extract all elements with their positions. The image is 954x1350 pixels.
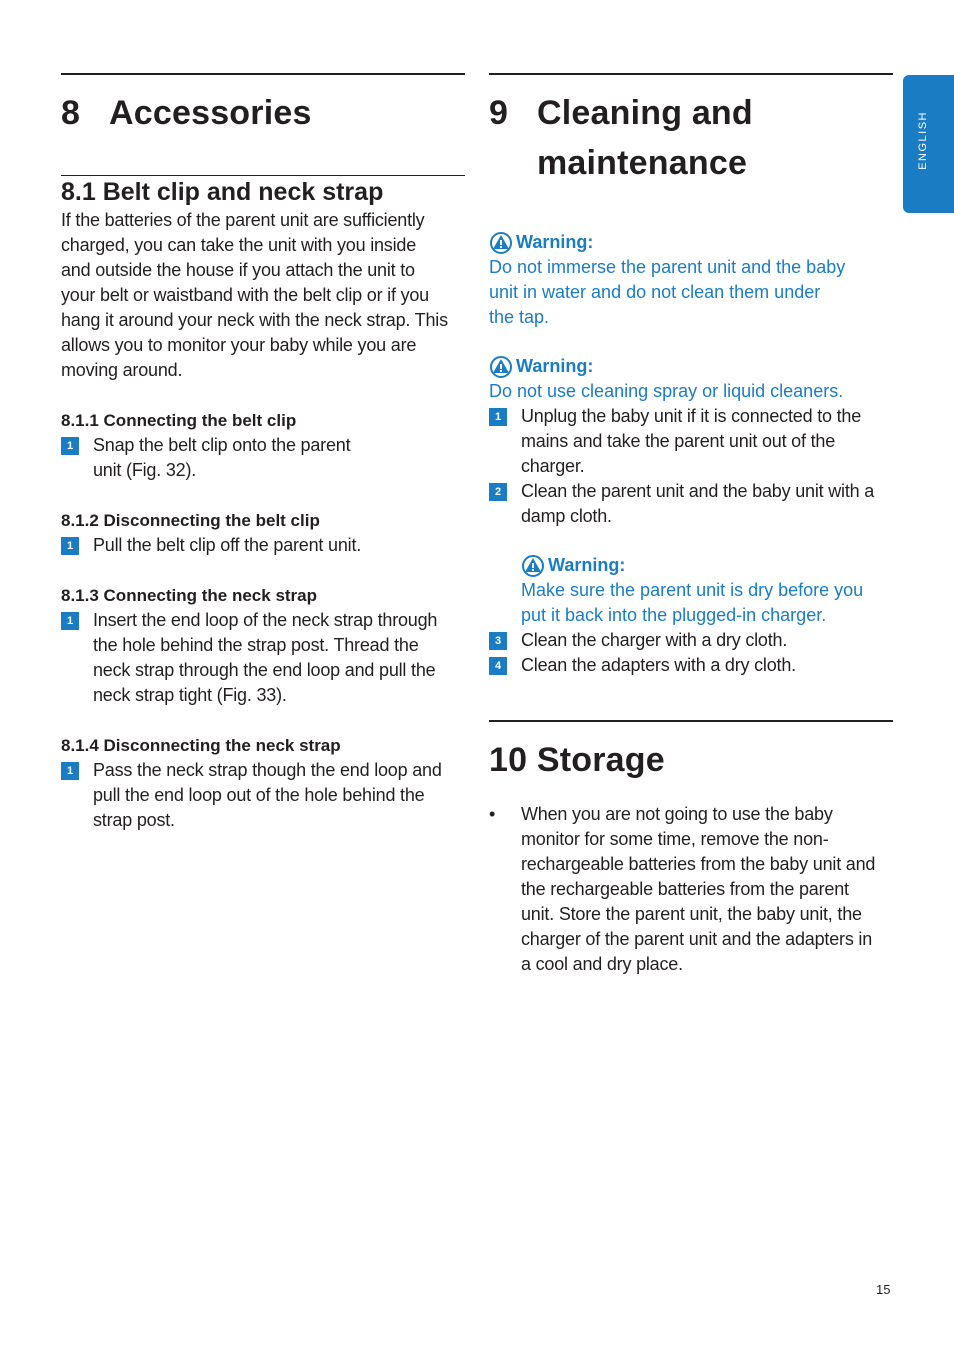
warning-title [489, 354, 893, 379]
warning-line: Do not use cleaning spray or liquid cleaners. [489, 381, 844, 401]
right-column [489, 73, 893, 977]
step-line: charger. [521, 456, 585, 476]
step-item [61, 433, 465, 483]
bullet-line: rechargeable batteries from the baby unit and [521, 854, 876, 874]
chapter-heading-accessories [61, 88, 465, 138]
step-item [61, 608, 465, 708]
warning-line: put it back into the plugged-in charger. [521, 605, 827, 625]
step-line: neck strap through the end loop and pull the [93, 660, 436, 680]
bullet-marker: • [489, 804, 496, 824]
chapter-number: 8 [61, 94, 81, 132]
bullet-item [489, 802, 893, 977]
bullet-line: unit. Store the parent unit, the baby unit, the [521, 904, 862, 924]
chapter-title: 10 Storage [489, 741, 665, 779]
left-column [61, 73, 465, 833]
step-number-badge: 4 [489, 657, 507, 675]
warning-icon [489, 232, 513, 254]
section-intro [61, 208, 465, 383]
step-item [489, 479, 893, 529]
warning-line: Do not immerse the parent unit and the baby [489, 257, 846, 277]
chapter-number: 9 [489, 94, 509, 132]
step-line: neck strap tight (Fig. 33). [93, 685, 287, 705]
subsection-title: 8.1.4 Disconnecting the neck strap [61, 736, 341, 755]
warning-text [489, 255, 893, 330]
intro-line: allows you to monitor your baby while you are [61, 335, 417, 355]
step-line: Clean the adapters with a dry cloth. [521, 655, 796, 675]
step-line: Insert the end loop of the neck strap through [93, 610, 438, 630]
warning-line: the tap. [489, 307, 550, 327]
warning-label: Warning: [516, 232, 594, 252]
step-text [93, 433, 350, 483]
warning-block [489, 354, 893, 404]
bullet-line: charger of the parent unit and the adapters in [521, 929, 873, 949]
warning-block [489, 230, 893, 330]
intro-line: hang it around your neck with the neck strap. This [61, 310, 448, 330]
language-tab-label: ENGLISH [917, 111, 929, 170]
intro-line: and outside the house if you attach the unit to [61, 260, 415, 280]
step-number-badge: 1 [61, 437, 79, 455]
step-line: mains and take the parent unit out of the [521, 431, 836, 451]
step-item [489, 404, 893, 479]
warning-line: unit in water and do not clean them under [489, 282, 821, 302]
step-text [93, 533, 361, 558]
bullet-line: monitor for some time, remove the non- [521, 829, 829, 849]
intro-line: If the batteries of the parent unit are sufficiently [61, 210, 425, 230]
step-line: the hole behind the strap post. Thread the [93, 635, 419, 655]
step-text [521, 628, 787, 653]
step-item [61, 533, 465, 558]
warning-title [489, 230, 893, 255]
intro-line: your belt or waistband with the belt clip or if you [61, 285, 429, 305]
language-tab [903, 75, 954, 213]
step-number-badge: 1 [61, 762, 79, 780]
warning-title [521, 553, 893, 578]
heading-rule [489, 73, 893, 75]
warning-label: Warning: [516, 356, 594, 376]
step-line: unit (Fig. 32). [93, 460, 197, 480]
step-line: Pull the belt clip off the parent unit. [93, 535, 362, 555]
heading-rule [61, 73, 465, 75]
step-number-badge: 2 [489, 483, 507, 501]
step-text [521, 653, 796, 678]
chapter-heading-cleaning [489, 88, 893, 188]
step-item [489, 653, 893, 678]
step-line: strap post. [93, 810, 175, 830]
warning-text [521, 578, 893, 628]
bullet-line: a cool and dry place. [521, 954, 683, 974]
warning-label: Warning: [548, 555, 626, 575]
step-line: pull the end loop out of the hole behind the [93, 785, 425, 805]
step-line: Pass the neck strap though the end loop and [93, 760, 442, 780]
bullet-line: When you are not going to use the baby [521, 804, 833, 824]
step-item [61, 758, 465, 833]
intro-line: charged, you can take the unit with you inside [61, 235, 417, 255]
intro-line: moving around. [61, 360, 183, 380]
subsection-title: 8.1.2 Disconnecting the belt clip [61, 511, 320, 530]
step-text [93, 758, 442, 833]
warning-text [489, 379, 893, 404]
heading-rule [489, 720, 893, 722]
warning-line: Make sure the parent unit is dry before you [521, 580, 864, 600]
step-line: Clean the charger with a dry cloth. [521, 630, 788, 650]
step-text [93, 608, 437, 708]
subsection-title: 8.1.1 Connecting the belt clip [61, 411, 297, 430]
bullet-text [521, 802, 875, 977]
step-number-badge: 1 [489, 408, 507, 426]
step-number-badge: 3 [489, 632, 507, 650]
step-text [521, 479, 874, 529]
step-line: Snap the belt clip onto the parent [93, 435, 351, 455]
warning-block [521, 553, 893, 628]
page-number: 15 [876, 1282, 891, 1297]
chapter-title [537, 88, 753, 188]
step-line: Unplug the baby unit if it is connected to the [521, 406, 862, 426]
section-rule [61, 175, 465, 176]
chapter-heading-storage [489, 735, 893, 785]
step-text [521, 404, 861, 479]
warning-icon [521, 555, 545, 577]
step-number-badge: 1 [61, 537, 79, 555]
chapter-title-line: maintenance [537, 144, 748, 182]
step-item [489, 628, 893, 653]
step-number-badge: 1 [61, 612, 79, 630]
step-line: Clean the parent unit and the baby unit with a [521, 481, 875, 501]
step-line: damp cloth. [521, 506, 612, 526]
chapter-title-line: Cleaning and [537, 94, 753, 132]
section-title: 8.1 Belt clip and neck strap [61, 178, 384, 206]
chapter-title: Accessories [109, 94, 312, 132]
bullet-line: the rechargeable batteries from the parent [521, 879, 849, 899]
subsection-title: 8.1.3 Connecting the neck strap [61, 586, 318, 605]
warning-icon [489, 356, 513, 378]
